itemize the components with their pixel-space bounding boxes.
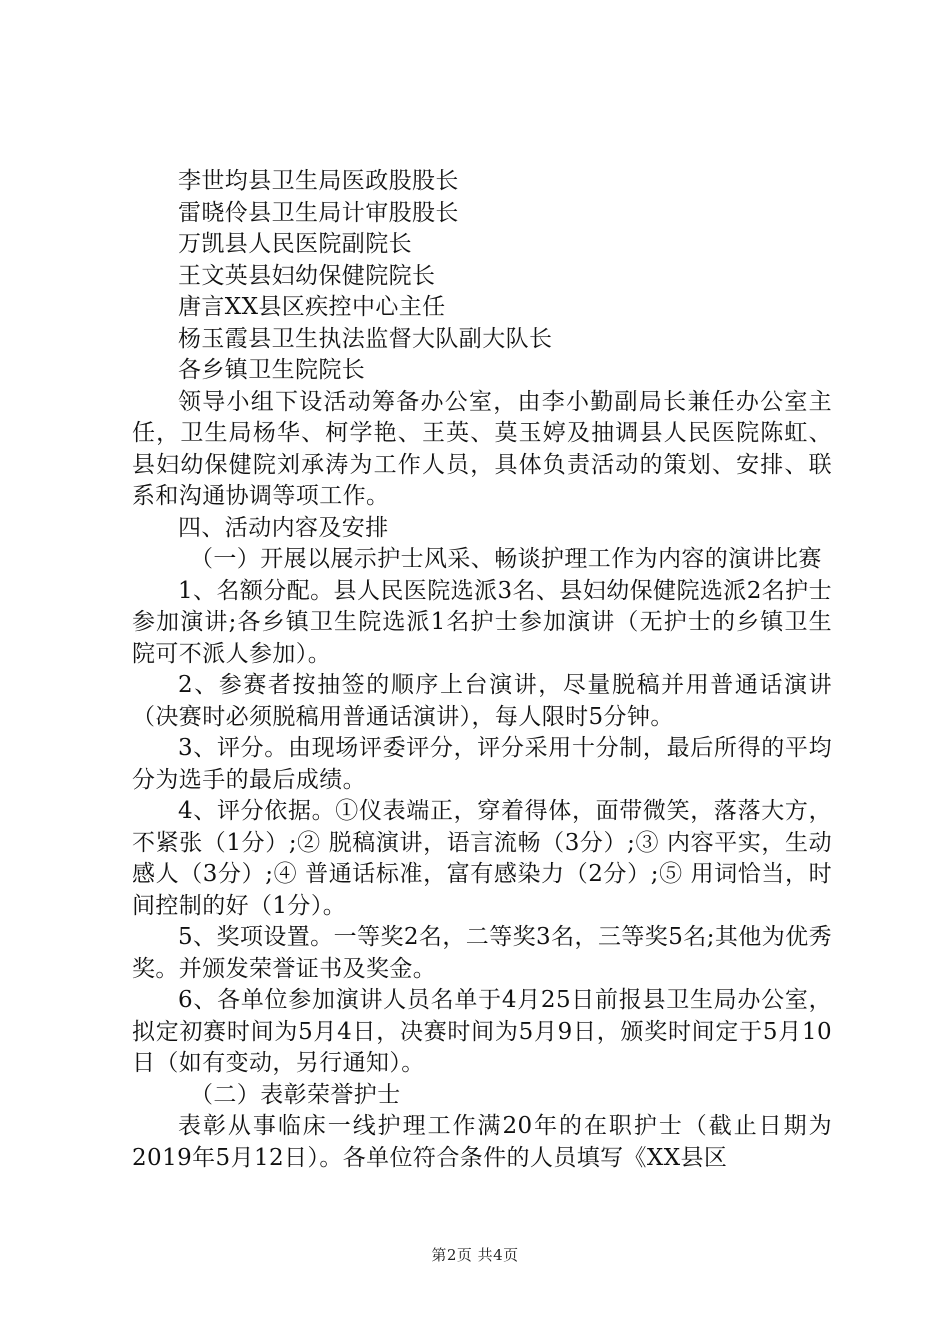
- member-line: 雷晓伶县卫生局计审股股长: [178, 199, 459, 226]
- member-line: 唐言XX县区疾控中心主任: [178, 294, 446, 320]
- list-item: 2、参赛者按抽签的顺序上台演讲，尽量脱稿并用普通话演讲（决赛时必须脱稿用普通话演讲），每人限时5分钟。: [132, 672, 832, 730]
- list-item: 6、各单位参加演讲人员名单于4月25日前报县卫生局办公室，拟定初赛时间为5月4日，决赛时间为5月9日，颁奖时间定于5月10日（如有变动，另行通知）。: [132, 987, 832, 1076]
- office-paragraph: 领导小组下设活动筹备办公室，由李小勤副局长兼任办公室主任，卫生局杨华、柯学艳、王英、莫玉婷及抽调县人民医院陈虹、县妇幼保健院刘承涛为工作人员，具体负责活动的策划、安排、联系和沟通协调等项工作。: [132, 388, 832, 509]
- member-line: 李世均县卫生局医政股股长: [178, 168, 459, 194]
- member-line: 王文英县妇幼保健院院长: [178, 262, 436, 289]
- subsection-heading: （一）开展以展示护士风采、畅谈护理工作为内容的演讲比赛: [190, 546, 822, 572]
- list-item: 5、奖项设置。一等奖2名，二等奖3名，三等奖5名;其他为优秀奖。并颁发荣誉证书及奖金。: [132, 924, 832, 982]
- honor-paragraph: 表彰从事临床一线护理工作满20年的在职护士（截止日期为2019年5月12日）。各单位符合条件的人员填写《XX县区: [132, 1113, 832, 1171]
- member-line: 各乡镇卫生院院长: [178, 357, 366, 383]
- list-item: 4、评分依据。①仪表端正，穿着得体，面带微笑，落落大方，不紧张（1分）;② 脱稿演讲，语言流畅（3分）;③ 内容平实，生动感人（3分）;④ 普通话标准，富有感染力（2分）;⑤ 用词恰当，时间控制的好（1分）。: [132, 798, 832, 919]
- member-line: 杨玉霞县卫生执法监督大队副大队长: [178, 325, 553, 352]
- list-item: 3、评分。由现场评委评分，评分采用十分制，最后所得的平均分为选手的最后成绩。: [132, 735, 832, 793]
- page-number-footer: 第2页 共4页: [431, 1246, 519, 1264]
- subsection-heading: （二）表彰荣誉护士: [190, 1081, 401, 1108]
- list-item: 1、名额分配。县人民医院选派3名、县妇幼保健院选派2名护士参加演讲;各乡镇卫生院选派1名护士参加演讲（无护士的乡镇卫生院可不派人参加）。: [132, 577, 832, 667]
- member-line: 万凯县人民医院副院长: [178, 231, 412, 257]
- document-body: [132, 166, 832, 1174]
- section-heading: 四、活动内容及安排: [178, 514, 389, 541]
